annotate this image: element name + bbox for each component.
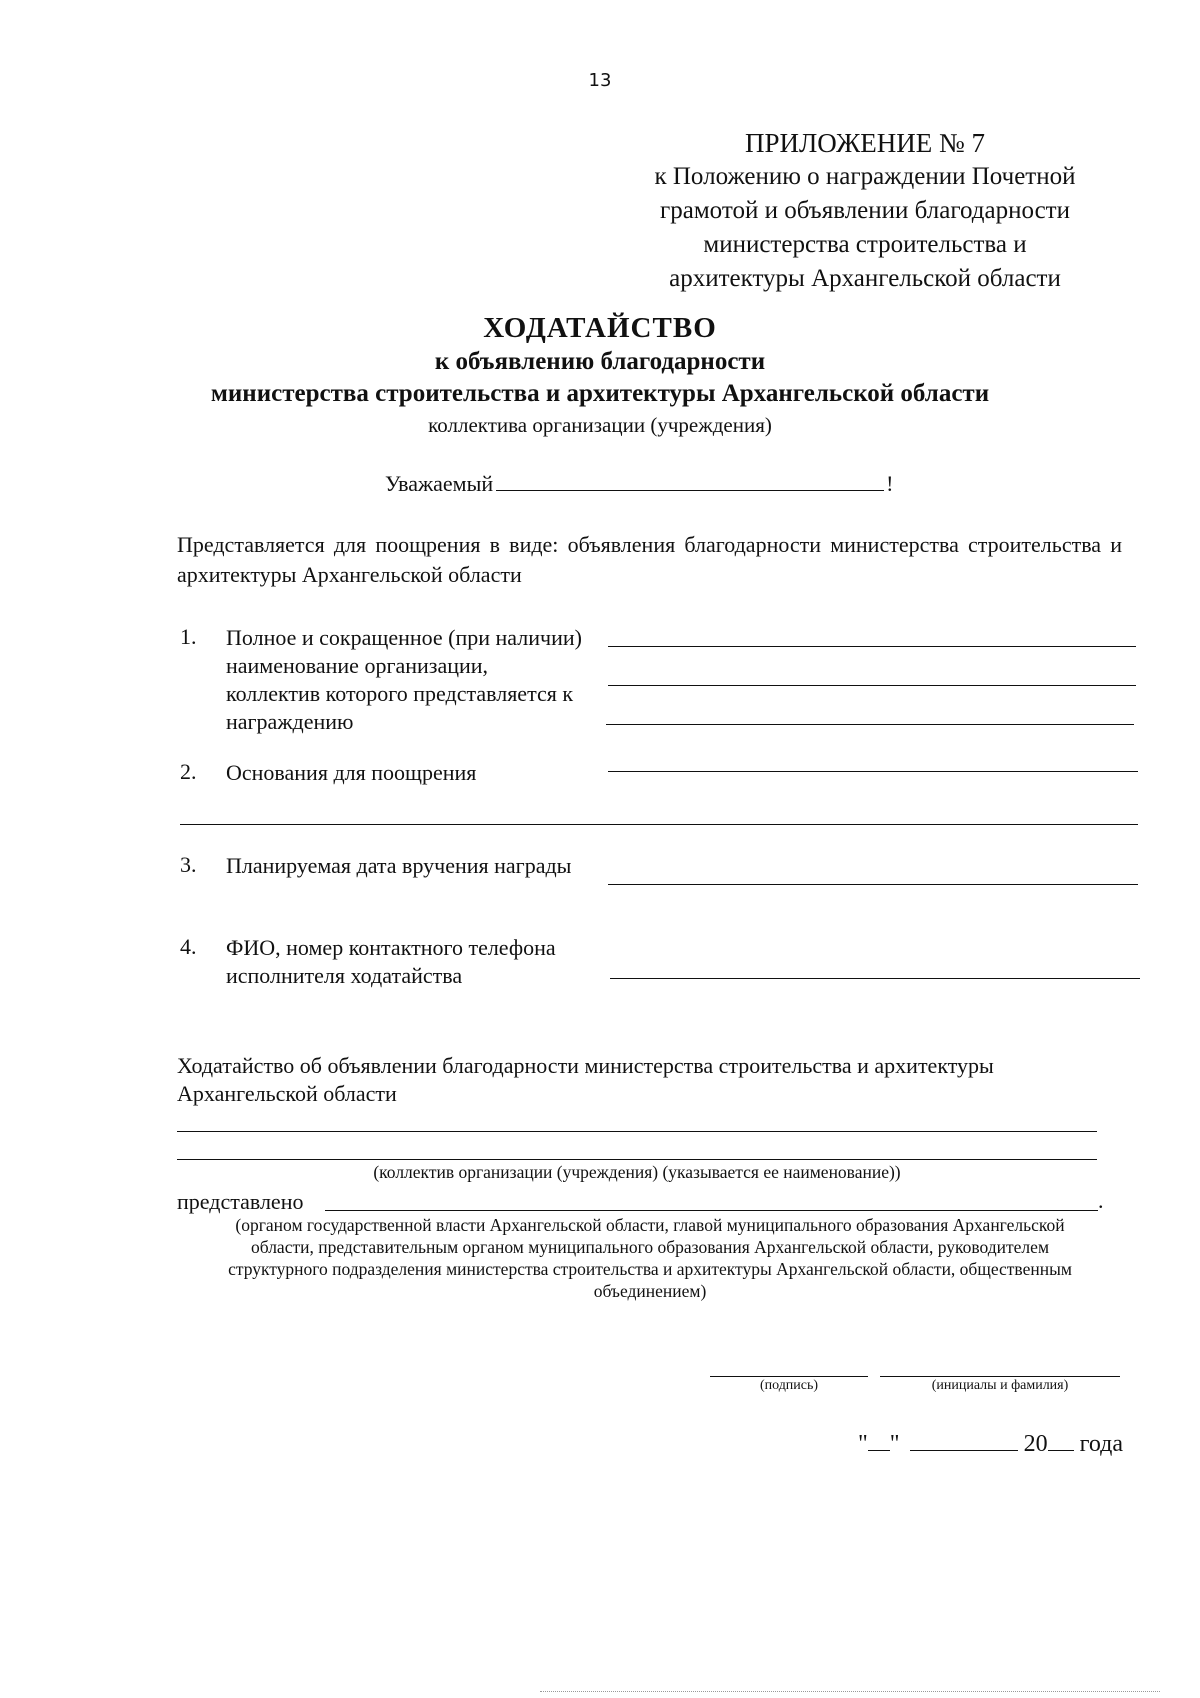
organ-hint: (органом государственной власти Архангельской области, главой муниципального образования Архангельской области, представительным органом муниципального образования Архангельской области, руководителем структурного подразделения министерства строительства и архитектуры Архангельской области, общественным объединением): [228, 1215, 1072, 1301]
grounds-field[interactable]: [180, 824, 1138, 825]
date-open-quote: ": [858, 1431, 868, 1457]
appendix-line: грамотой и объявлении благодарности: [660, 197, 1070, 224]
document-title-block: [0, 310, 1200, 440]
addressee-field[interactable]: [496, 468, 884, 491]
item-label: ФИО, номер контактного телефона исполнителя ходатайства: [226, 935, 556, 988]
collective-hint: (коллектив организации (учреждения) (указывается ее наименование)): [373, 1162, 901, 1182]
scan-edge-divider: [540, 1691, 1160, 1692]
appendix-line: архитектуры Архангельской области: [669, 265, 1061, 292]
greeting-suffix: !: [886, 471, 894, 496]
collective-name-field[interactable]: [177, 1159, 1097, 1160]
item-label: Основания для поощрения: [226, 760, 477, 785]
presented-by-field[interactable]: [325, 1210, 1098, 1211]
date-line: [858, 1426, 1123, 1458]
appendix-title: ПРИЛОЖЕНИЕ № 7: [744, 128, 986, 158]
greeting-line: [385, 468, 894, 497]
organization-name-field[interactable]: [608, 646, 1136, 647]
month-field[interactable]: [910, 1426, 1018, 1451]
presented-line: [177, 1188, 1137, 1216]
appendix-block: [600, 126, 1130, 296]
name-field[interactable]: [880, 1376, 1120, 1377]
item-number: 4.: [180, 934, 197, 959]
appendix-line: министерства строительства и: [703, 231, 1027, 258]
signature-hint: (подпись): [759, 1378, 819, 1393]
grounds-field[interactable]: [608, 771, 1138, 772]
appendix-line: к Положению о награждении Почетной: [654, 163, 1076, 190]
item-number: 3.: [180, 852, 197, 877]
organization-name-field[interactable]: [608, 685, 1136, 686]
item-number: 1.: [180, 624, 197, 649]
year-suffix: года: [1079, 1431, 1124, 1457]
document-subtitle: министерства строительства и архитектуры Архангельской области: [210, 380, 990, 407]
document-title: ХОДАТАЙСТВО: [483, 312, 717, 344]
petition-text: Ходатайство об объявлении благодарности министерства строительства и архитектуры Архангельской области: [177, 1053, 994, 1106]
date-close-quote: ": [889, 1431, 900, 1457]
presented-end: .: [1098, 1188, 1104, 1213]
presented-label: представлено: [177, 1189, 304, 1214]
award-date-field[interactable]: [608, 884, 1138, 885]
page-number: 13: [588, 70, 612, 91]
year-prefix: 20: [1023, 1431, 1048, 1457]
day-field[interactable]: [868, 1426, 890, 1451]
year-field[interactable]: [1048, 1426, 1074, 1451]
item-label: Полное и сокращенное (при наличии) наименование организации, коллектив которого представляется к награждению: [226, 625, 582, 734]
document-subtitle: к объявлению благодарности: [434, 348, 766, 375]
organization-name-field[interactable]: [606, 724, 1134, 725]
name-hint: (инициалы и фамилия): [931, 1378, 1069, 1393]
item-label: Планируемая дата вручения награды: [226, 853, 572, 878]
intro-paragraph: Представляется для поощрения в виде: объявления благодарности министерства строительства и архитектуры Архангельской области: [177, 532, 1122, 587]
item-number: 2.: [180, 759, 197, 784]
executor-contact-field[interactable]: [610, 978, 1140, 979]
greeting-prefix: Уважаемый: [385, 471, 494, 496]
signature-field[interactable]: [710, 1376, 868, 1377]
collective-name-field[interactable]: [177, 1131, 1097, 1132]
document-subtitle: коллектива организации (учреждения): [428, 413, 772, 437]
